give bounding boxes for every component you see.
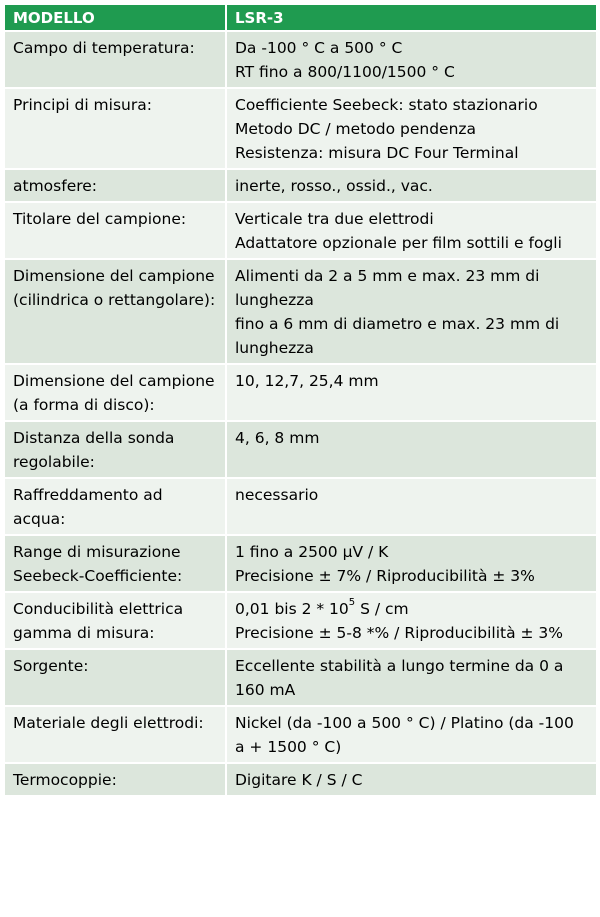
row-value: 0,01 bis $2 * 10^5$ S / cm Precisione ± 5-8 *% / Riproducibilità ± 3% <box>226 592 597 649</box>
table-row <box>4 202 597 259</box>
table-row <box>4 535 597 592</box>
row-label: Titolare del campione: <box>4 202 226 259</box>
spec-table <box>3 3 598 797</box>
table-row <box>4 364 597 421</box>
value-with-superscript: 0,01 bis $2 * 10^5$ S / cm <box>235 597 409 618</box>
row-label: Dimensione del campione (a forma di disco): <box>4 364 226 421</box>
exponent: 5 <box>348 597 356 608</box>
row-label: Dimensione del campione (cilindrica o rettangolare): <box>4 259 226 364</box>
row-value: Digitare K / S / C <box>226 763 597 796</box>
row-value: Alimenti da 2 a 5 mm e max. 23 mm di lunghezza fino a 6 mm di diametro e max. 23 mm di lunghezza <box>226 259 597 364</box>
row-label: Range di misurazione Seebeck-Coefficiente: <box>4 535 226 592</box>
row-label: atmosfere: <box>4 169 226 202</box>
table-row <box>4 763 597 796</box>
table-row <box>4 706 597 763</box>
header-row <box>4 4 597 31</box>
row-value: 4, 6, 8 mm <box>226 421 597 478</box>
row-label: Distanza della sonda regolabile: <box>4 421 226 478</box>
header-model-label: MODELLO <box>4 4 226 31</box>
row-value: Verticale tra due elettrodi Adattatore opzionale per film sottili e fogli <box>226 202 597 259</box>
row-value: Coefficiente Seebeck: stato stazionario Metodo DC / metodo pendenza Resistenza: misura DC Four Terminal <box>226 88 597 169</box>
row-label: Termocoppie: <box>4 763 226 796</box>
table-row <box>4 259 597 364</box>
row-label: Sorgente: <box>4 649 226 706</box>
row-value: inerte, rosso., ossid., vac. <box>226 169 597 202</box>
row-label: Principi di misura: <box>4 88 226 169</box>
row-label: Materiale degli elettrodi: <box>4 706 226 763</box>
table-row <box>4 592 597 649</box>
table-row <box>4 31 597 88</box>
table-row <box>4 649 597 706</box>
row-label: Campo di temperatura: <box>4 31 226 88</box>
table-row <box>4 421 597 478</box>
row-value: necessario <box>226 478 597 535</box>
table-row <box>4 169 597 202</box>
row-label: Conducibilità elettrica gamma di misura: <box>4 592 226 649</box>
row-value: Da -100 ° C a 500 ° C RT fino a 800/1100/1500 ° C <box>226 31 597 88</box>
table-row <box>4 88 597 169</box>
header-model-value: LSR-3 <box>226 4 597 31</box>
row-value: Nickel (da -100 a 500 ° C) / Platino (da -100 a + 1500 ° C) <box>226 706 597 763</box>
row-value: 10, 12,7, 25,4 mm <box>226 364 597 421</box>
table-row <box>4 478 597 535</box>
row-value: Eccellente stabilità a lungo termine da 0 a 160 mA <box>226 649 597 706</box>
row-value: 1 fino a 2500 µV / K Precisione ± 7% / Riproducibilità ± 3% <box>226 535 597 592</box>
row-label: Raffreddamento ad acqua: <box>4 478 226 535</box>
